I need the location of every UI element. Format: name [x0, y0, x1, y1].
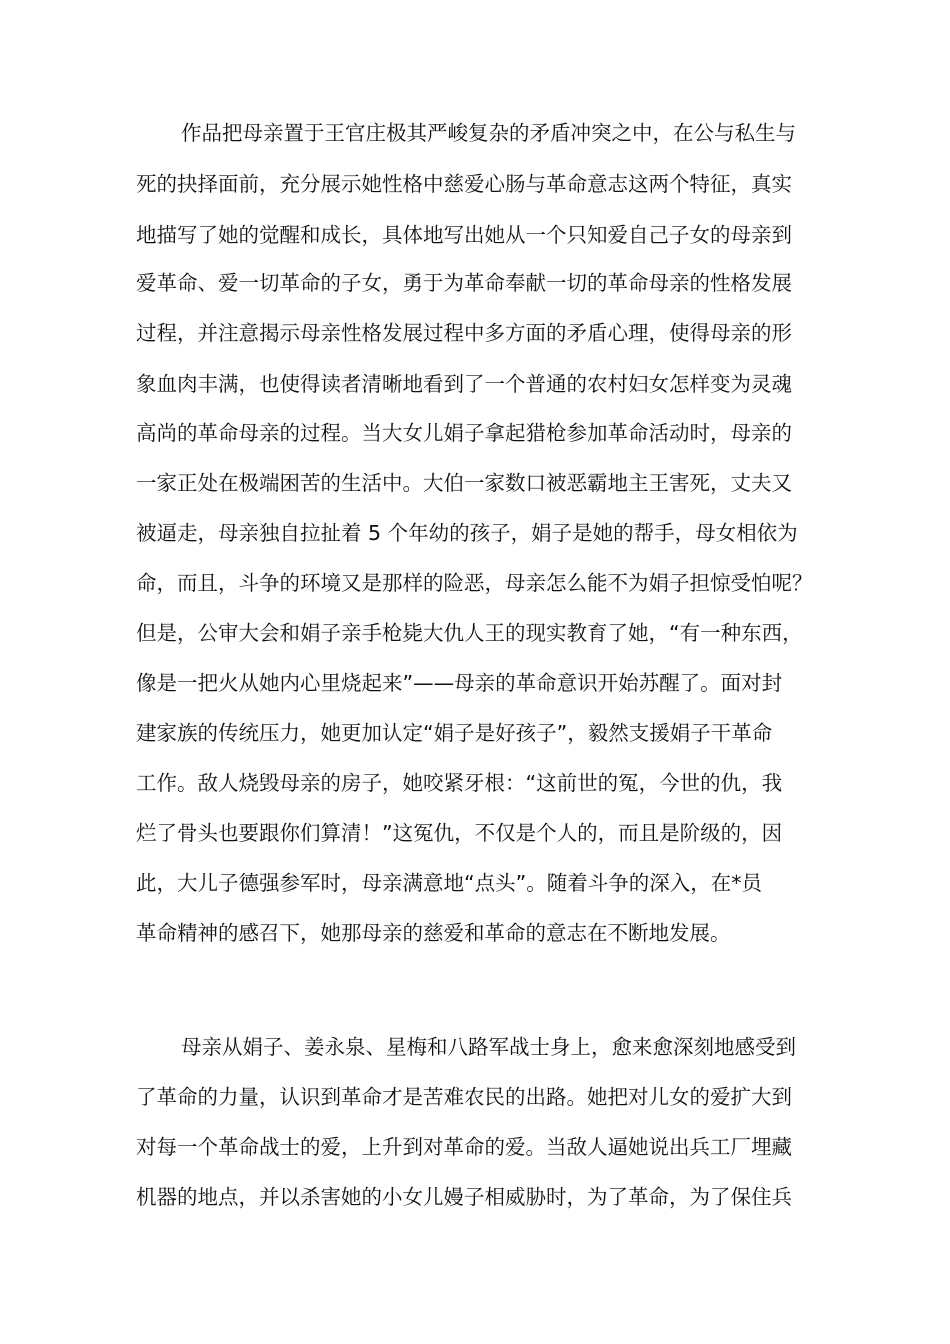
text-line: 工作。敌人烧毁母亲的房子，她咬紧牙根：“这前世的冤，今世的仇，我 [136, 771, 783, 795]
text-line: 母亲从娟子、姜永泉、星梅和八路军战士身上，愈来愈深刻地感受到 [181, 1035, 796, 1059]
text-line: 但是，公审大会和娟子亲手枪毙大仇人王的现实教育了她，“有一种东西， [136, 621, 803, 645]
text-line: 地描写了她的觉醒和成长，具体地写出她从一个只知爱自己子女的母亲到 [136, 223, 792, 247]
text-line: 此，大儿子德强参军时，母亲满意地“点头”。随着斗争的深入，在*员 [136, 871, 762, 895]
text-line: 革命精神的感召下，她那母亲的慈爱和革命的意志在不断地发展。 [136, 921, 731, 945]
text-line: 死的抉择面前，充分展示她性格中慈爱心肠与革命意志这两个特征，真实 [136, 172, 792, 196]
text-line: 了革命的力量，认识到革命才是苦难农民的出路。她把对儿女的爱扩大到 [136, 1085, 792, 1109]
text-line: 机器的地点，并以杀害她的小女儿嫚子相威胁时，为了革命，为了保住兵 [136, 1185, 792, 1209]
text-line: 建家族的传统压力，她更加认定“娟子是好孩子”，毅然支援娟子干革命 [136, 721, 773, 745]
text-line: 像是一把火从她内心里烧起来”——母亲的革命意识开始苏醒了。面对封 [136, 671, 783, 695]
text-line: 过程，并注意揭示母亲性格发展过程中多方面的矛盾心理，使得母亲的形 [136, 321, 792, 345]
text-line: 作品把母亲置于王官庄极其严峻复杂的矛盾冲突之中，在公与私生与 [181, 121, 796, 145]
text-line: 高尚的革命母亲的过程。当大女儿娟子拿起猎枪参加革命活动时，母亲的 [136, 421, 792, 445]
text-line: 命，而且，斗争的环境又是那样的险恶，母亲怎么能不为娟子担惊受怕呢？ [136, 571, 813, 595]
text-line: 象血肉丰满，也使得读者清晰地看到了一个普通的农村妇女怎样变为灵魂 [136, 372, 792, 396]
text-line: 烂了骨头也要跟你们算清！”这冤仇，不仅是个人的，而且是阶级的，因 [136, 821, 783, 845]
text-line: 对每一个革命战士的爱，上升到对革命的爱。当敌人逼她说出兵工厂埋藏 [136, 1135, 792, 1159]
text-line: 爱革命、爱一切革命的子女，勇于为革命奉献一切的革命母亲的性格发展 [136, 271, 792, 295]
text-line: 一家正处在极端困苦的生活中。大伯一家数口被恶霸地主王害死，丈夫又 [136, 471, 792, 495]
text-line: 被逼走，母亲独自拉扯着 5 个年幼的孩子，娟子是她的帮手，母女相依为 [136, 521, 798, 545]
